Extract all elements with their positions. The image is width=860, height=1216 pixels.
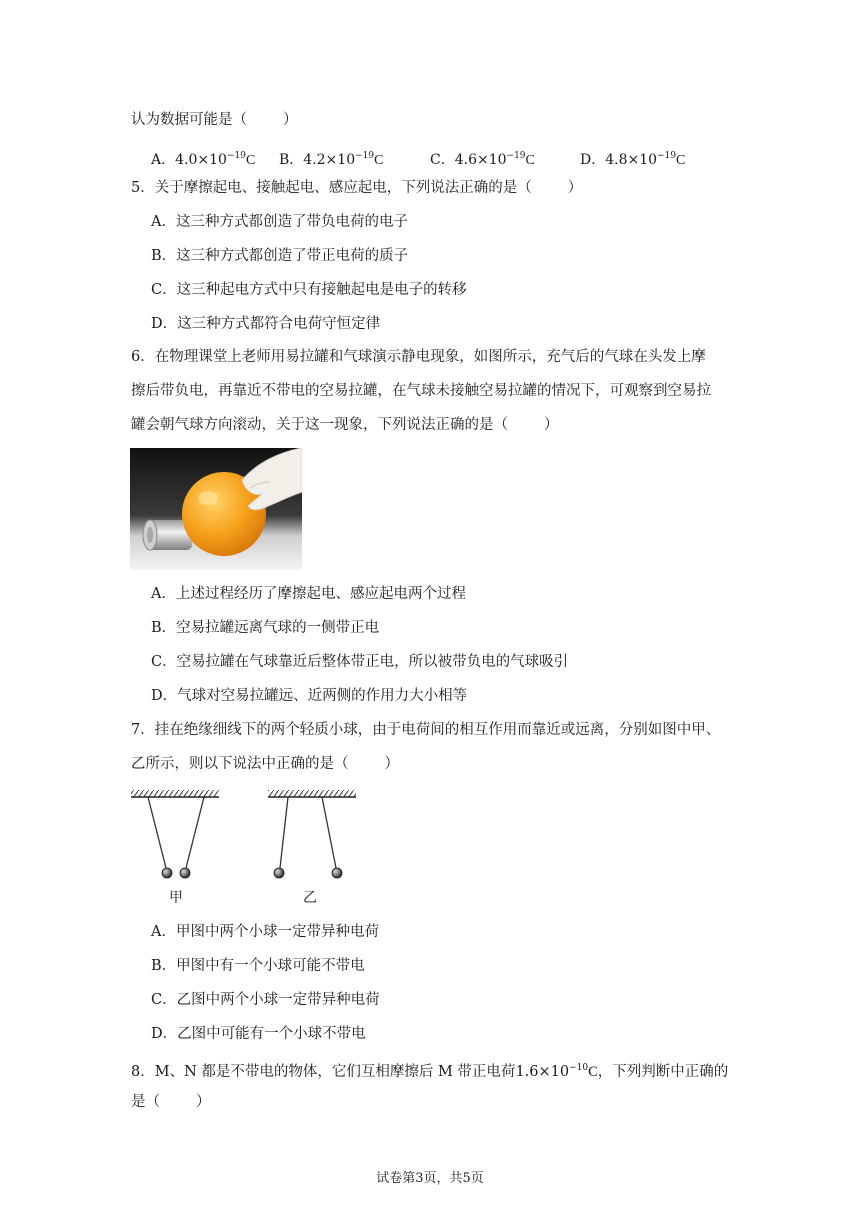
- pendulum-figure: [128, 784, 364, 910]
- q5-option-a: A．这三种方式都创造了带负电荷的电子: [151, 214, 408, 230]
- q6-stem-line-3: 罐会朝气球方向滚动，关于这一现象，下列说法正确的是（ ）: [131, 417, 559, 433]
- q5-stem: 5．关于摩擦起电、接触起电、感应起电，下列说法正确的是（ ）: [131, 180, 583, 196]
- q4-stem-tail: 认为数据可能是（ ）: [131, 112, 298, 128]
- q4-option-d: D．$4.8\times 10^{-19}C$: [580, 151, 686, 168]
- q7-stem-line-1: 7．挂在绝缘细线下的两个轻质小球，由于电荷间的相互作用而靠近或远离，分别如图中甲、: [131, 722, 721, 738]
- q5-option-c: C．这三种起电方式中只有接触起电是电子的转移: [151, 282, 467, 298]
- q6-option-d: D．气球对空易拉罐远、近两侧的作用力大小相等: [151, 688, 468, 704]
- figure-label-jia: 甲: [169, 890, 183, 906]
- q6-option-a: A．上述过程经历了摩擦起电、感应起电两个过程: [151, 586, 466, 602]
- q6-stem-line-2: 擦后带负电，再靠近不带电的空易拉罐，在气球未接触空易拉罐的情况下，可观察到空易拉: [131, 383, 711, 399]
- q6-option-b: B．空易拉罐远离气球的一侧带正电: [151, 620, 380, 636]
- figure-label-yi: 乙: [303, 890, 317, 906]
- page-footer: 试卷第3页，共5页: [376, 1171, 484, 1186]
- q6-stem-line-1: 6．在物理课堂上老师用易拉罐和气球演示静电现象，如图所示，充气后的气球在头发上摩: [131, 349, 706, 365]
- q7-option-b: B．甲图中有一个小球可能不带电: [151, 958, 365, 974]
- q8-stem-line-1: 8．M、N 都是不带电的物体，它们互相摩擦后 M 带正电荷$1.6\times 10^{-10}C$，下列判断中正确的: [131, 1063, 729, 1080]
- q8-stem-line-2: 是（ ）: [131, 1094, 211, 1110]
- q4-option-a: A．$4.0\times 10^{-19}C$: [151, 151, 256, 168]
- q7-option-c: C．乙图中两个小球一定带异种电荷: [151, 992, 380, 1008]
- q7-option-d: D．乙图中可能有一个小球不带电: [151, 1026, 366, 1042]
- q6-option-c: C．空易拉罐在气球靠近后整体带正电，所以被带负电的气球吸引: [151, 654, 569, 670]
- figure-yi: [268, 790, 356, 878]
- q5-option-d: D．这三种方式都符合电荷守恒定律: [151, 316, 381, 332]
- q7-stem-line-2: 乙所示，则以下说法中正确的是（ ）: [131, 756, 399, 772]
- figure-jia: [131, 790, 219, 878]
- q4-option-c: C．$4.6\times 10^{-19}C$: [430, 151, 535, 168]
- q5-option-b: B．这三种方式都创造了带正电荷的质子: [151, 248, 409, 264]
- q7-option-a: A．甲图中两个小球一定带异种电荷: [151, 924, 379, 940]
- balloon-can-photo: [130, 448, 302, 570]
- q4-option-b: B．$4.2\times 10^{-19}C$: [279, 151, 384, 168]
